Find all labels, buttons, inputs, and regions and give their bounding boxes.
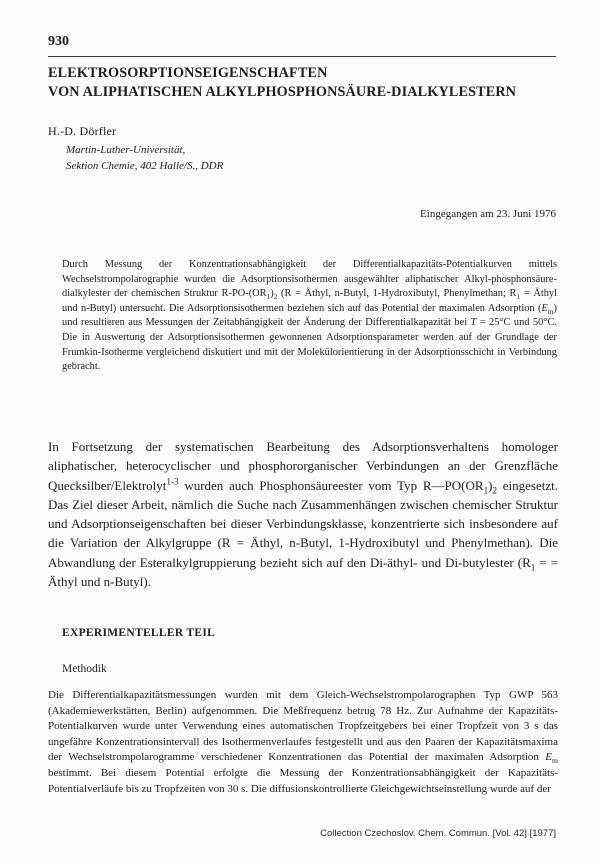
abstract-text: = 25°C und 50°C. Die in Auswertung der Adsorptionsisothermen gewonnenen Adsorptionsparameter werden auf der Grundlage der Frumkin-Isotherme vergleichend diskutiert und mit der Molekülorientierung in der Adsorptionsschicht in Verbindung gebracht. [62, 317, 557, 373]
journal-footer: Collection Czechoslov. Chem. Commun. [Vol. 42] [1977] [320, 828, 556, 839]
methods-paragraph [48, 688, 558, 797]
subscript: m [547, 307, 554, 316]
subscript: 2 [492, 485, 497, 496]
title-line-1: ELEKTROSORPTIONSEIGENSCHAFTEN [48, 65, 328, 81]
abstract [62, 258, 557, 375]
abstract-text: ) und resultieren aus Messungen der Zeitabhängigkeit der Änderung der Differentialkapazität bei [62, 302, 557, 329]
subsection-heading: Methodik [62, 663, 107, 675]
affiliation-line-1: Martin-Luther-Universität, [66, 144, 186, 156]
symbol-t: T [470, 317, 477, 329]
abstract-text: Durch Messung der Konzentrationsabhängigkeit der Differentialkapazitäts-Potentialkurven mittels Wechselstrompolarographie wurden die Adsorptionsisothermen ausgewählter aliphatischer Alkyl-phosphonsäure-dialkylester der chemischen Struktur R-PO-(OR [62, 259, 557, 300]
symbol-e: E [541, 302, 548, 314]
subscript: 1 [530, 562, 536, 573]
body-text: Die Differentialkapazitätsmessungen wurden mit dem Gleich-Wechselstrompolarographen Typ GWP 563 (Akademiewerkstätten, Berlin) aufgenommen. Die Meßfrequenz betrug 78 Hz. Zur Aufnahme der Kapazitäts-Potentialkurven wurde unter Verwendung eines automatischen Tropfzeitgebers bei einer Tropfzeit von 3 s das ungefähre Konzentrationsintervall des Isothermenverlaufes festgestellt und aus den Paaren der Kapazitätsmaxima der Wechselstrompolarogramme verschiedener Konzentrationen das Potential der maximalen Adsorption [48, 689, 558, 764]
subscript: 1 [266, 293, 271, 302]
subscript: 1 [516, 293, 521, 302]
title-line-2: VON ALIPHATISCHEN ALKYLPHOSPHONSÄURE-DIALKYLESTERN [48, 84, 517, 100]
body-text: = = Äthyl und n-Butyl). [48, 554, 558, 590]
body-text: wurden auch Phosphonsäureester vom Typ R—PO(OR [178, 477, 484, 493]
author-name: H.-D. Dörfler [48, 124, 117, 138]
subscript: m [552, 756, 558, 766]
page-number: 930 [48, 34, 69, 49]
abstract-text: = Äthyl und n-Butyl) untersucht. Die Adsorptionsisothermen beziehen sich auf das Potential der maximalen Adsorption ( [62, 288, 557, 314]
subscript: 2 [273, 293, 278, 302]
body-text: bestimmt. Bei diesem Potential erfolgte die Messung der Konzentrationsabhängigkeit der Kapazitäts-Potentialverläufe bis zu Tropfzeiten von 30 s. Die diffusionskontrollierte Gleichgewichtseinstellung wurde auf der [48, 766, 558, 795]
symbol-e: E [545, 751, 553, 764]
body-text: eingesetzt. Das Ziel dieser Arbeit, nämlich die Suche nach Zusammenhängen zwischen chemischer Struktur und Adsorptionseigenschaften bei dieser Verbindungsklasse, konzentrierte sich insbesondere auf die Variation der Alkylgruppe (R = Äthyl, n-Butyl, 1-Hydroxibutyl und Phenylmethan). Die Abwandlung der Esteralkylgruppierung bezieht sich auf den Di-äthyl- und Di-butylester (R [48, 477, 558, 570]
intro-paragraph [48, 437, 558, 591]
abstract-text: ) [270, 288, 274, 300]
subscript: 1 [483, 485, 489, 496]
section-heading: EXPERIMENTELLER TEIL [62, 627, 216, 639]
affiliation [66, 142, 223, 174]
header-rule [48, 56, 556, 57]
abstract-text: (R = Äthyl, n-Butyl, 1-Hydroxibutyl, Phenylmethan; R [277, 288, 517, 300]
body-text: In Fortsetzung der systematischen Bearbeitung des Adsorptionsverhaltens homologer aliphatischer, heterocyclischer und phosphororganischer Verbindungen an der Grenzfläche Quecksilber/Elektrolyt [48, 439, 558, 493]
affiliation-line-2: Sektion Chemie, 402 Halle/S., DDR [66, 160, 224, 172]
reference-superscript: 1-3 [166, 476, 179, 487]
body-text: ) [488, 477, 493, 493]
article-title [48, 64, 558, 102]
received-date: Eingegangen am 23. Juni 1976 [420, 208, 556, 220]
